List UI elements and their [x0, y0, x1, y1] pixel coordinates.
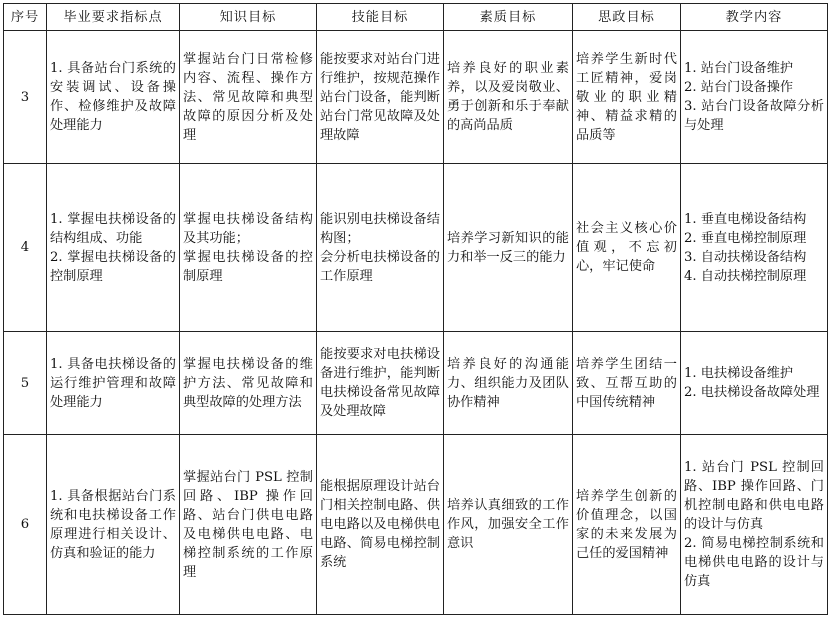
- table-row: [4, 31, 828, 164]
- content-item: 1. 站台门设备维护: [684, 61, 794, 77]
- row-number: 5: [4, 332, 47, 435]
- skill-cell: [317, 164, 444, 332]
- quality-cell: 培养良好的职业素养，以及爱岗敬业、勇于创新和乐于奉献的高尚品质: [444, 31, 573, 164]
- ideology-cell: 培养学生创新的价值理念，以国家的未来发展为己任的爱国精神: [573, 435, 681, 615]
- content-item: 2. 简易电梯控制系统和电梯供电电路的设计与仿真: [684, 536, 824, 590]
- graduation-cell: 1. 具备电扶梯设备的运行维护管理和故障处理能力: [47, 332, 180, 435]
- content-cell: [681, 31, 828, 164]
- table-row: [4, 332, 828, 435]
- knowledge-cell: 掌握站台门日常检修内容、流程、操作方法、常见故障和典型故障的原因分析及处理: [180, 31, 317, 164]
- content-item: 2. 站台门设备操作: [684, 80, 794, 96]
- content-item: 2. 垂直电梯控制原理: [684, 230, 807, 246]
- header-content: 教学内容: [681, 4, 828, 31]
- skill-item: 能识别电扶梯设备结构图；: [320, 211, 440, 246]
- header-graduation: 毕业要求指标点: [47, 4, 180, 31]
- content-item: 1. 垂直电梯设备结构: [684, 211, 807, 227]
- ideology-cell: 培养学生新时代工匠精神，爱岗敬业的职业精神、精益求精的品质等: [573, 31, 681, 164]
- skill-cell: 能按要求对站台门进行维护，按规范操作站台门设备，能判断站台门常见故障及处理故障: [317, 31, 444, 164]
- ideology-cell: 社会主义核心价值观，不忘初心，牢记使命: [573, 164, 681, 332]
- content-cell: [681, 332, 828, 435]
- content-item: 2. 电扶梯设备故障处理: [684, 385, 820, 401]
- curriculum-table: [3, 3, 828, 615]
- graduation-cell: 1. 具备站台门系统的安装调试、设备操作、检修维护及故障处理能力: [47, 31, 180, 164]
- knowledge-cell: 掌握站台门 PSL 控制回路、IBP 操作回路、站台门供电电路及电梯供电电路、电梯控制系统的工作原理: [180, 435, 317, 615]
- header-skill: 技能目标: [317, 4, 444, 31]
- skill-item: 会分析电扶梯设备的工作原理: [320, 249, 440, 284]
- content-item: 1. 电扶梯设备维护: [684, 366, 794, 382]
- knowledge-cell: 掌握电扶梯设备的维护方法、常见故障和典型故障的处理方法: [180, 332, 317, 435]
- content-item: 3. 自动扶梯设备结构: [684, 249, 807, 265]
- row-number: 4: [4, 164, 47, 332]
- graduation-item: 1. 掌握电扶梯设备的结构组成、功能: [50, 211, 176, 246]
- content-cell: [681, 164, 828, 332]
- content-item: 1. 站台门 PSL 控制回路、IBP 操作回路、门机控制电路和供电电路的设计与仿真: [684, 460, 824, 533]
- content-cell: [681, 435, 828, 615]
- graduation-cell: [47, 164, 180, 332]
- table-row: [4, 435, 828, 615]
- quality-cell: 培养认真细致的工作作风，加强安全工作意识: [444, 435, 573, 615]
- knowledge-cell: [180, 164, 317, 332]
- header-no: 序号: [4, 4, 47, 31]
- knowledge-item: 掌握电扶梯设备结构及其功能；: [183, 211, 313, 246]
- header-knowledge: 知识目标: [180, 4, 317, 31]
- header-quality: 素质目标: [444, 4, 573, 31]
- content-item: 3. 站台门设备故障分析与处理: [684, 99, 824, 134]
- row-number: 6: [4, 435, 47, 615]
- header-row: [4, 4, 828, 31]
- graduation-cell: 1. 具备根据站台门系统和电扶梯设备工作原理进行相关设计、仿真和验证的能力: [47, 435, 180, 615]
- table-row: [4, 164, 828, 332]
- content-item: 4. 自动扶梯控制原理: [684, 268, 807, 284]
- graduation-item: 2. 掌握电扶梯设备的控制原理: [50, 249, 176, 284]
- ideology-cell: 培养学生团结一致、互帮互助的中国传统精神: [573, 332, 681, 435]
- quality-cell: 培养良好的沟通能力、组织能力及团队协作精神: [444, 332, 573, 435]
- skill-cell: 能按要求对电扶梯设备进行维护，能判断电扶梯设备常见故障及处理故障: [317, 332, 444, 435]
- row-number: 3: [4, 31, 47, 164]
- knowledge-item: 掌握电扶梯设备的控制原理: [183, 249, 313, 284]
- quality-cell: 培养学习新知识的能力和举一反三的能力: [444, 164, 573, 332]
- skill-cell: 能根据原理设计站台门相关控制电路、供电电路以及电梯供电电路、简易电梯控制系统: [317, 435, 444, 615]
- header-ideology: 思政目标: [573, 4, 681, 31]
